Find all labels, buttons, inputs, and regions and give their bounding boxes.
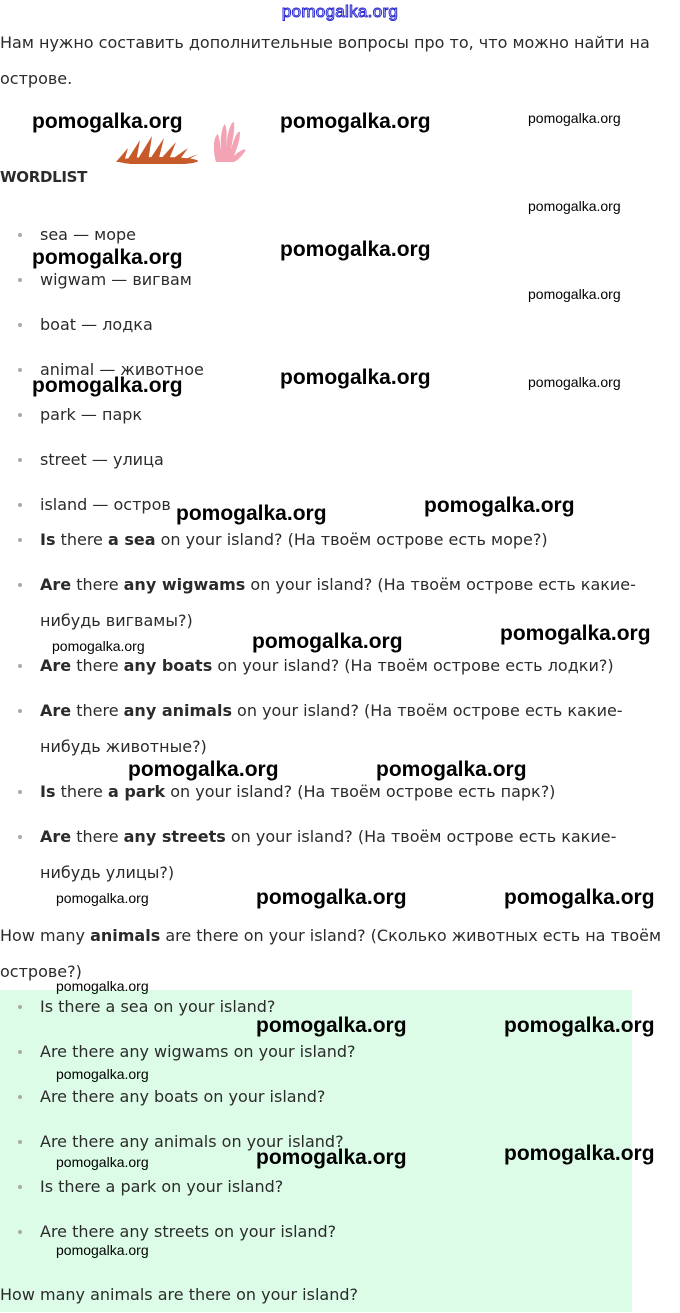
bullet-icon [18, 1230, 22, 1234]
wordlist-item: park — парк [40, 405, 143, 424]
bullet-icon [18, 503, 22, 507]
question-bold-part: Are [40, 701, 72, 720]
watermark: pomogalka.org [32, 110, 183, 133]
watermark: pomogalka.org [528, 374, 621, 390]
bullet-icon [18, 278, 22, 282]
watermark: pomogalka.org [528, 286, 621, 302]
question-bold-part: a sea [107, 530, 156, 549]
question-text [0, 819, 672, 891]
question-bold-part: Are [40, 827, 72, 846]
intro-paragraph: Нам нужно составить дополнительные вопросы про то, что можно найти на острове. [0, 33, 650, 88]
question-part: there [55, 530, 108, 549]
watermark: pomogalka.org [56, 1242, 149, 1258]
bullet-icon [18, 790, 22, 794]
list-item [0, 442, 672, 478]
list-item [0, 819, 672, 891]
question-part: on your island? (На твоём острове есть какие-нибудь животные?) [40, 701, 623, 756]
bullet-icon [18, 1005, 22, 1009]
bullet-icon [18, 664, 22, 668]
question-part: there [71, 701, 124, 720]
watermark: pomogalka.org [376, 758, 527, 781]
wordlist-item: animal — животное [40, 360, 204, 379]
question-bold-part: Is [40, 782, 56, 801]
wordlist-item: sea — море [40, 225, 137, 244]
question-part: on your island? (На твоём острове есть какие-нибудь улицы?) [40, 827, 617, 882]
bullet-icon [18, 1050, 22, 1054]
watermark: pomogalka.org [56, 1154, 149, 1170]
header-watermark: pomogalka.org [281, 2, 399, 21]
list-item [0, 307, 672, 343]
bullet-icon [18, 368, 22, 372]
answer-item: Are there any wigwams on your island? [40, 1042, 356, 1061]
question-bold-part: Is [40, 530, 56, 549]
question-bold-part: a park [107, 782, 166, 801]
bullet-icon [18, 583, 22, 587]
how-many-bold: animals [90, 926, 161, 945]
watermark: pomogalka.org [528, 198, 621, 214]
watermark: pomogalka.org [256, 1146, 407, 1169]
watermark: pomogalka.org [176, 502, 327, 525]
watermark: pomogalka.org [56, 890, 149, 906]
watermark: pomogalka.org [56, 1066, 149, 1082]
bullet-icon [18, 458, 22, 462]
watermark: pomogalka.org [280, 110, 431, 133]
how-many-pre: How many [0, 926, 91, 945]
question-text [0, 693, 672, 765]
question-bold-part: Are [40, 575, 72, 594]
watermark: pomogalka.org [32, 374, 183, 397]
question-bold-part: any boats [123, 656, 213, 675]
question-part: there [71, 575, 124, 594]
watermark: pomogalka.org [504, 1142, 655, 1165]
answer-item: Are there any boats on your island? [40, 1087, 326, 1106]
watermark: pomogalka.org [424, 494, 575, 517]
bullet-icon [18, 835, 22, 839]
list-item [0, 1079, 672, 1115]
bullet-icon [18, 413, 22, 417]
watermark: pomogalka.org [252, 630, 403, 653]
list-item [0, 522, 672, 558]
wordlist-item: street — улица [40, 450, 164, 469]
bullet-icon [18, 1140, 22, 1144]
bullet-icon [18, 1095, 22, 1099]
question-part: there [55, 782, 108, 801]
question-bold-part: any wigwams [123, 575, 246, 594]
bullet-icon [18, 1185, 22, 1189]
answer-final: How many animals are there on your island? [0, 1285, 358, 1304]
question-part: on your island? (На твоём острове есть море?) [155, 530, 548, 549]
list-item [0, 1034, 672, 1070]
watermark: pomogalka.org [32, 246, 183, 269]
watermark: pomogalka.org [280, 366, 431, 389]
list-item [0, 693, 672, 765]
watermark: pomogalka.org [528, 110, 621, 126]
question-text [0, 774, 672, 810]
watermark: pomogalka.org [504, 886, 655, 909]
bullet-icon [18, 709, 22, 713]
watermark: pomogalka.org [128, 758, 279, 781]
question-bold-part: any streets [123, 827, 226, 846]
watermark: pomogalka.org [280, 238, 431, 261]
bullet-icon [18, 538, 22, 542]
question-part: there [71, 656, 124, 675]
watermark: pomogalka.org [256, 886, 407, 909]
question-part: there [71, 827, 124, 846]
question-bold-part: Are [40, 656, 72, 675]
how-many-post: are there on your island? (Сколько животных есть на твоём острове?) [0, 926, 662, 981]
watermark: pomogalka.org [504, 1014, 655, 1037]
watermark: pomogalka.org [500, 622, 651, 645]
list-item [0, 774, 672, 810]
question-part: on your island? (На твоём острове есть лодки?) [212, 656, 614, 675]
list-item [0, 1169, 672, 1205]
watermark: pomogalka.org [256, 1014, 407, 1037]
watermark: pomogalka.org [52, 638, 145, 654]
answer-item: Are there any streets on your island? [40, 1222, 337, 1241]
wordlist-item: wigwam — вигвам [40, 270, 192, 289]
list-item [0, 397, 672, 433]
bullet-icon [18, 323, 22, 327]
wordlist-heading: WORDLIST [0, 168, 88, 186]
watermark: pomogalka.org [56, 978, 149, 994]
question-text [0, 522, 672, 558]
answer-item: Is there a sea on your island? [40, 997, 276, 1016]
wordlist-item: island — остров [40, 495, 171, 514]
answer-item: Are there any animals on your island? [40, 1132, 344, 1151]
answer-item: Is there a park on your island? [40, 1177, 284, 1196]
question-bold-part: any animals [123, 701, 232, 720]
question-part: on your island? (На твоём острове есть какие-нибудь вигвамы?) [40, 575, 636, 630]
question-part: on your island? (На твоём острове есть парк?) [165, 782, 556, 801]
bullet-icon [18, 233, 22, 237]
wordlist-item: boat — лодка [40, 315, 153, 334]
